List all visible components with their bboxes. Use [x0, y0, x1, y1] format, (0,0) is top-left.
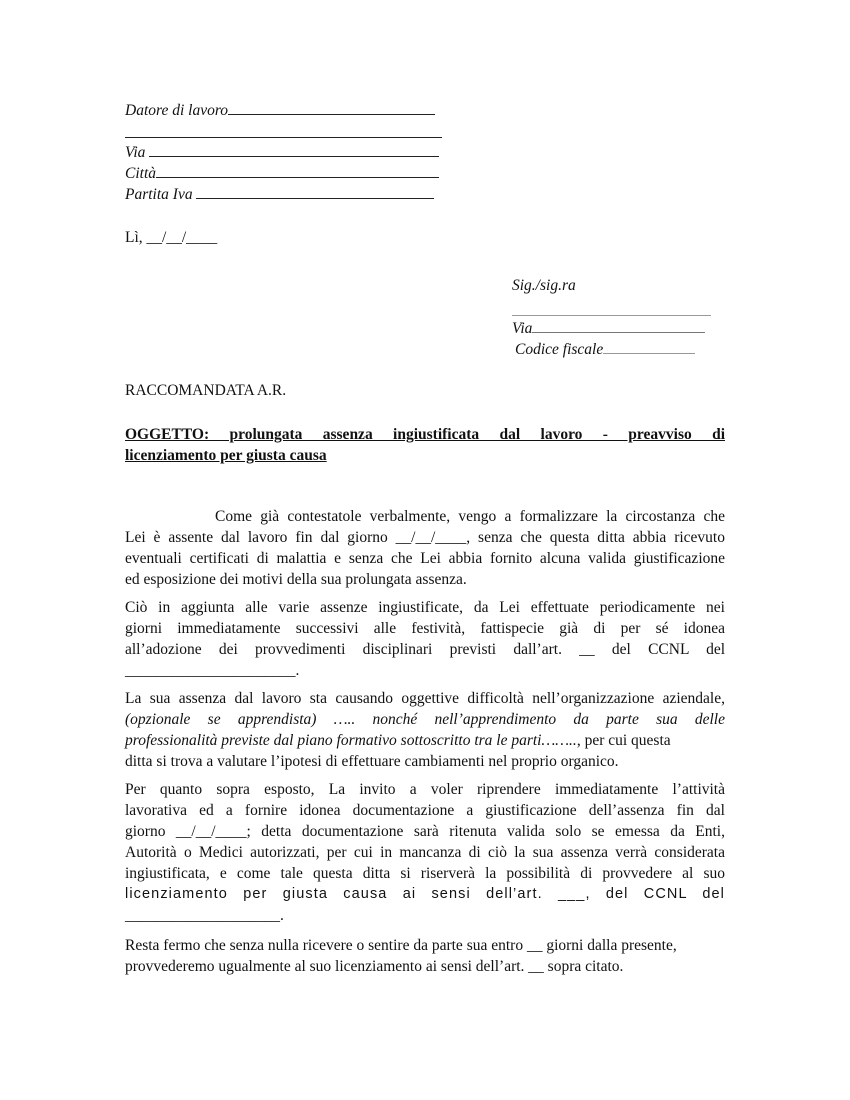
recipient-via-label: Via — [512, 320, 533, 337]
p2-line-2: giorni immediatamente successivi alle festività, fattispecie già di per sé idonea — [125, 620, 725, 637]
p3-line-4: ditta si trova a valutare l’ipotesi di effettuare cambiamenti nel proprio organico. — [125, 753, 619, 770]
p3-line-3-italic: professionalità previste dal piano formativo sottoscritto tra le parti…….. — [125, 732, 577, 749]
p5-line-2: provvederemo ugualmente al suo licenziamento ai sensi dell’art. __ sopra citato. — [125, 958, 624, 975]
employer-piva-field — [125, 184, 434, 204]
recipient-name-line — [512, 315, 711, 316]
p1-line-2: Lei è assente dal lavoro fin dal giorno __/__/____, senza che questa ditta abbia ricevuto — [125, 529, 725, 546]
paragraph-5 — [125, 935, 725, 977]
p4-line-5: ingiustificata, e come tale questa ditta si riserverà la possibilità di provvedere al suo — [125, 865, 725, 882]
piva-blank-line — [196, 184, 434, 199]
employer-via-label: Via — [125, 144, 146, 161]
employer-name-line — [125, 137, 442, 138]
p1-line-4: ed esposizione dei motivi della sua prolungata assenza. — [125, 571, 467, 588]
p2-line-4: ______________________. — [125, 662, 300, 679]
subject-line-1: OGGETTO: prolungata assenza ingiustificata dal lavoro - preavviso di — [125, 426, 725, 443]
p2-line-1: Ciò in aggiunta alle varie assenze ingiustificate, da Lei effettuate periodicamente nei — [125, 599, 725, 616]
recipient-via-blank-line — [532, 318, 705, 333]
recipient-cf-field — [515, 339, 695, 359]
p1-line-1: Come già contestatole verbalmente, vengo a formalizzare la circostanza che — [215, 508, 725, 525]
recipient-cf-blank-line — [603, 339, 695, 354]
employer-citta-field — [125, 163, 439, 183]
employer-piva-label: Partita Iva — [125, 186, 193, 203]
datore-blank-line — [228, 100, 435, 115]
paragraph-3 — [125, 688, 725, 772]
place-date: Lì, __/__/____ — [125, 229, 218, 246]
employer-datore-field — [125, 100, 435, 120]
p3-line-3-rest: , per cui questa — [576, 732, 671, 749]
subject-line-2: licenziamento per giusta causa — [125, 447, 327, 464]
employer-citta-label: Città — [125, 165, 157, 182]
via-blank-line — [149, 142, 439, 157]
recipient-sig-label: Sig./sig.ra — [512, 277, 576, 294]
p4-line-3: giorno __/__/____; detta documentazione sarà ritenuta valida solo se emessa da Enti, — [125, 823, 725, 840]
p3-line-1: La sua assenza dal lavoro sta causando oggettive difficoltà nell’organizzazione aziendale, — [125, 690, 725, 707]
p3-line-2: (opzionale se apprendista) ….. nonché nell’apprendimento da parte sua delle — [125, 711, 725, 728]
p3-line-3 — [125, 730, 725, 751]
raccomandata-label: RACCOMANDATA A.R. — [125, 382, 287, 399]
p2-line-3: all’adozione dei provvedimenti disciplinari previsti dall’art. __ del CCNL del — [125, 641, 725, 658]
paragraph-1 — [125, 506, 725, 590]
p4-line-1: Per quanto sopra esposto, La invito a voler riprendere immediatamente l’attività — [125, 781, 725, 798]
p5-line-1: Resta fermo che senza nulla ricevere o sentire da parte sua entro __ giorni dalla presente, — [125, 937, 677, 954]
employer-datore-label: Datore di lavoro — [125, 102, 229, 119]
employer-via-field — [125, 142, 439, 162]
paragraph-4 — [125, 779, 725, 926]
p4-line-4: Autorità o Medici autorizzati, per cui in mancanza di ciò la sua assenza verrà considerata — [125, 844, 725, 861]
paragraph-2 — [125, 597, 725, 681]
p1-line-3: eventuali certificati di malattia e senza che Lei abbia fornito alcuna valida giustificazione — [125, 550, 725, 567]
p4-line-2: lavorativa ed a fornire idonea documentazione a giustificazione dell’assenza fin dal — [125, 802, 725, 819]
citta-blank-line — [156, 163, 439, 178]
subject-block — [125, 424, 725, 466]
p4-line-7: ____________________. — [125, 907, 284, 924]
p4-line-6: licenziamento per giusta causa ai sensi dell’art. ___, del CCNL del — [125, 886, 725, 902]
recipient-cf-label: Codice fiscale — [515, 341, 604, 358]
recipient-via-field — [512, 318, 705, 338]
